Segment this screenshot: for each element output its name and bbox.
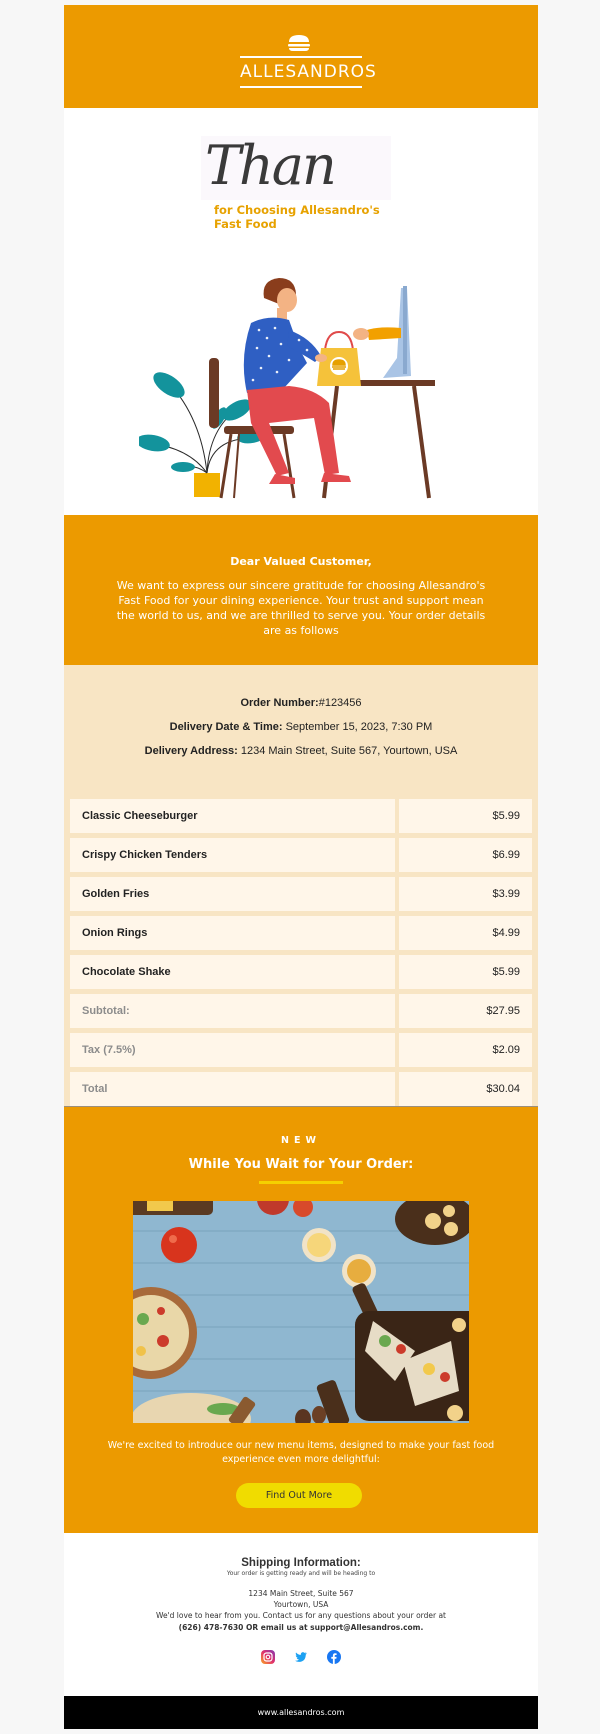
summary-label: Total	[70, 1072, 395, 1106]
header	[64, 5, 538, 108]
table-row	[70, 799, 532, 833]
facebook-icon[interactable]	[327, 1650, 341, 1664]
find-out-more-button[interactable]: Find Out More	[236, 1483, 362, 1508]
new-menu-title: While You Wait for Your Order:	[188, 1157, 414, 1172]
item-name: Golden Fries	[70, 877, 395, 911]
item-price: $4.99	[399, 916, 532, 950]
table-row	[70, 955, 532, 989]
item-price: $3.99	[399, 877, 532, 911]
item-price: $5.99	[399, 955, 532, 989]
instagram-icon[interactable]	[261, 1650, 275, 1664]
shipping-address-line2: Yourtown, USA	[273, 1600, 329, 1609]
new-menu-body: We're excited to introduce our new menu items, designed to make your fast food experience even more delightful:	[107, 1440, 495, 1465]
title-underline	[259, 1181, 343, 1184]
order-number: Order Number:#123456	[240, 697, 362, 709]
table-row	[70, 916, 532, 950]
item-name: Chocolate Shake	[70, 955, 395, 989]
summary-value: $2.09	[399, 1033, 532, 1067]
delivery-date: Delivery Date & Time: September 15, 2023, 7:30 PM	[169, 721, 433, 733]
email-page	[5, 5, 595, 1729]
burger-icon	[287, 34, 311, 52]
total-row	[70, 1072, 532, 1106]
shipping-title: Shipping Information:	[241, 1557, 361, 1569]
thanks-section	[64, 108, 538, 515]
tax-row	[70, 1033, 532, 1067]
shipping-address-line1: 1234 Main Street, Suite 567	[248, 1589, 354, 1598]
table-row	[70, 838, 532, 872]
greeting-title: Dear Valued Customer,	[230, 555, 372, 568]
subtotal-row	[70, 994, 532, 1028]
thanks-subtitle: for Choosing Allesandro's Fast Food	[214, 203, 380, 231]
item-price: $6.99	[399, 838, 532, 872]
summary-label: Subtotal:	[70, 994, 395, 1028]
contact-details[interactable]: (626) 478-7630 OR email us at support@Allesandros.com.	[178, 1623, 424, 1632]
footer	[64, 1696, 538, 1729]
item-price: $5.99	[399, 799, 532, 833]
website-link[interactable]: www.allesandros.com	[257, 1708, 345, 1717]
order-items-table	[64, 779, 538, 1107]
shipping-subtitle: Your order is getting ready and will be heading to	[226, 1570, 376, 1577]
table-row	[70, 877, 532, 911]
summary-value: $27.95	[399, 994, 532, 1028]
item-name: Classic Cheeseburger	[70, 799, 395, 833]
brand-logo[interactable]: ALLESANDROS	[240, 62, 377, 82]
food-table-photo	[133, 1201, 469, 1423]
shipping-section	[64, 1533, 538, 1696]
online-order-illustration	[139, 268, 439, 503]
logo-top-rule	[240, 56, 362, 58]
summary-label: Tax (7.5%)	[70, 1033, 395, 1067]
item-name: Crispy Chicken Tenders	[70, 838, 395, 872]
logo-bottom-rule	[240, 86, 362, 88]
greeting-body: We want to express our sincere gratitude for choosing Allesandro's Fast Food for your dining experience. Your trust and support mean the world to us, and we are thrilled to serve you. Your order details are as follows	[116, 579, 486, 637]
delivery-address: Delivery Address: 1234 Main Street, Suite 567, Yourtown, USA	[144, 745, 458, 757]
contact-text: We'd love to hear from you. Contact us for any questions about your order at	[156, 1611, 446, 1620]
greeting-section	[64, 515, 538, 665]
new-menu-section	[64, 1107, 538, 1533]
thank-you-script: Than	[201, 136, 391, 200]
new-label: NEW	[281, 1135, 321, 1146]
item-name: Onion Rings	[70, 916, 395, 950]
twitter-icon[interactable]	[294, 1650, 308, 1664]
summary-value: $30.04	[399, 1072, 532, 1106]
order-info	[64, 665, 538, 779]
